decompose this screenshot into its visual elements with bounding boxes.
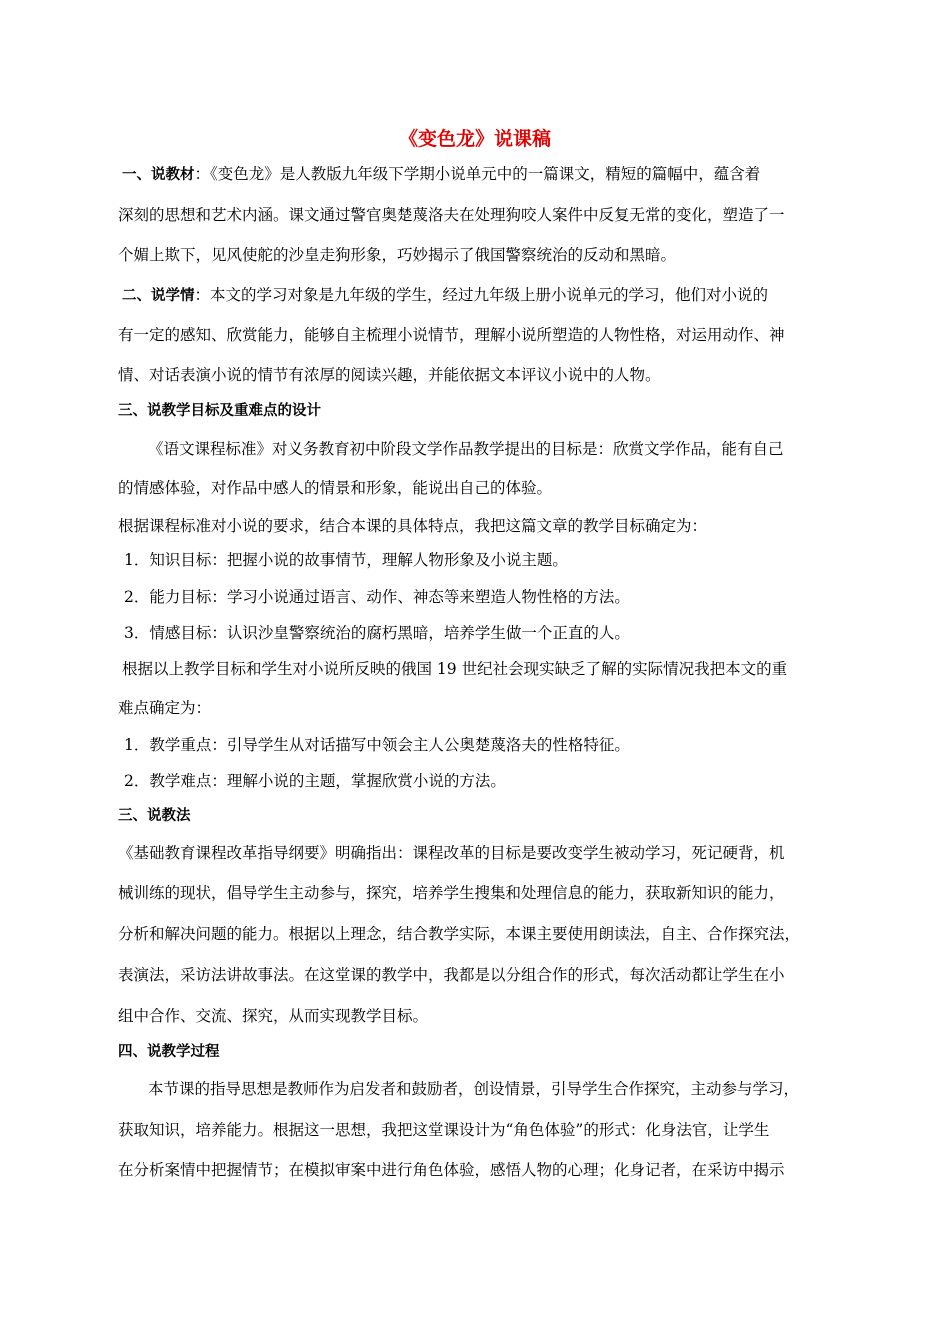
section-3-para-3: 根据课程标准对小说的要求，结合本课的具体特点，我把这篇文章的教学目标确定为： (118, 517, 708, 535)
document-title: 《变色龙》说课稿 (398, 128, 551, 150)
section-5-line-3: 在分析案情中把握情节；在模拟审案中进行角色体验，感悟人物的心理；化身记者，在采访中揭示 (118, 1161, 785, 1179)
section-5-line-2: 获取知识，培养能力。根据这一思想，我把这堂课设计为“角色体验”的形式：化身法官，让学生 (118, 1121, 770, 1139)
section-2-line-3: 情、对话表演小说的情节有浓厚的阅读兴趣，并能依据文本评议小说中的人物。 (118, 366, 661, 384)
section-4-line-3: 分析和解决问题的能力。根据以上理念，结合教学实际，本课主要使用朗读法，自主、合作探究法， (118, 925, 801, 943)
section-3-para-4: 根据以上教学目标和学生对小说所反映的俄国 19 世纪社会现实缺乏了解的实际情况我把本文的重 (122, 660, 788, 678)
section-4-line-4: 表演法，采访法讲故事法。在这堂课的教学中，我都是以分组合作的形式，每次活动都让学生在小 (118, 966, 785, 984)
section-3-heading: 三、说教学目标及重难点的设计 (118, 403, 321, 419)
section-4-line-2: 械训练的现状，倡导学生主动参与，探究，培养学生搜集和处理信息的能力，获取新知识的能力， (118, 884, 785, 902)
goal-item-3: 3．情感目标：认识沙皇警察统治的腐朽黑暗，培养学生做一个正直的人。 (124, 624, 630, 642)
section-4-line-1: 《基础教育课程改革指导纲要》明确指出：课程改革的目标是要改变学生被动学习，死记硬背，机 (118, 844, 785, 862)
section-3-para-2: 的情感体验，对作品中感人的情景和形象，能说出自己的体验。 (118, 479, 553, 497)
key-point-1: 1．教学重点：引导学生从对话描写中领会主人公奥楚蔑洛夫的性格特征。 (124, 736, 630, 754)
section-1-line-1: 一、说教材：《变色龙》是人教版九年级下学期小说单元中的一篇课文，精短的篇幅中，蕴含着 (122, 165, 761, 183)
section-2-line-1: 二、说学情：本文的学习对象是九年级的学生，经过九年级上册小说单元的学习，他们对小说的 (122, 286, 769, 304)
section-3-para-1: 《语文课程标准》对义务教育初中阶段文学作品教学提出的目标是：欣赏文学作品，能有自己 (148, 440, 784, 458)
section-2-heading: 二、说学情 (122, 288, 195, 304)
section-1-line-2: 深刻的思想和艺术内涵。课文通过警官奥楚蔑洛夫在处理狗咬人案件中反复无常的变化，塑造了一 (118, 206, 785, 224)
section-5-heading: 四、说教学过程 (118, 1044, 220, 1060)
goal-item-2: 2．能力目标：学习小说通过语言、动作、神态等来塑造人物性格的方法。 (124, 588, 630, 606)
section-1-heading: 一、说教材 (122, 167, 195, 183)
section-3-para-5: 难点确定为： (118, 699, 212, 717)
section-5-line-1: 本节课的指导思想是教师作为启发者和鼓励者，创设情景，引导学生合作探究，主动参与学习， (148, 1080, 800, 1098)
goal-item-1: 1．知识目标：把握小说的故事情节，理解人物形象及小说主题。 (124, 551, 568, 569)
section-4-heading: 三、说教法 (118, 808, 191, 824)
section-4-line-5: 组中合作、交流、探究，从而实现教学目标。 (118, 1007, 429, 1025)
section-1-line-3: 个媚上欺下，见风使舵的沙皇走狗形象，巧妙揭示了俄国警察统治的反动和黑暗。 (118, 246, 677, 264)
section-2-line-2: 有一定的感知、欣赏能力，能够自主梳理小说情节，理解小说所塑造的人物性格，对运用动作、神 (118, 326, 785, 344)
key-point-2: 2．教学难点：理解小说的主题，掌握欣赏小说的方法。 (124, 772, 506, 790)
